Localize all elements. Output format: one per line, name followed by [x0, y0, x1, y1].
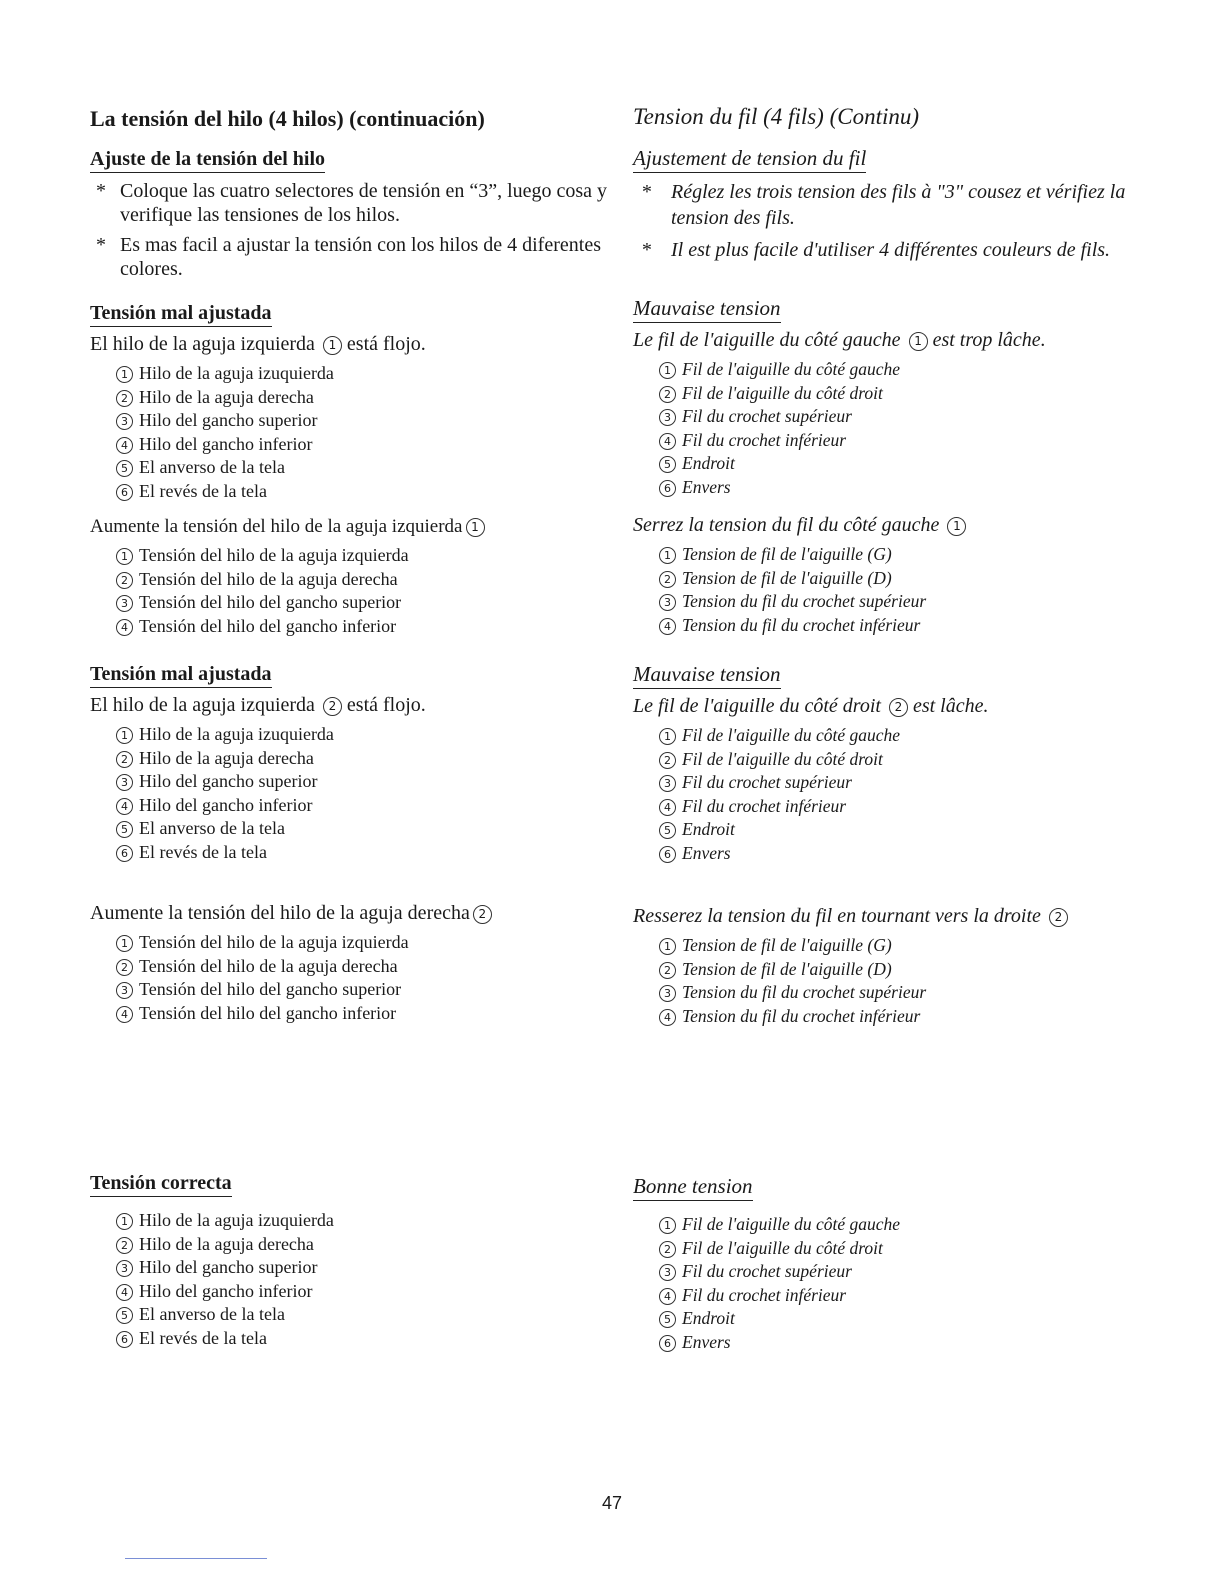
list-item	[659, 1213, 1178, 1237]
list-item-label: Tensión del hilo de la aguja izquierda	[139, 545, 409, 565]
list-item	[659, 429, 1178, 453]
callout-number: 3	[116, 774, 133, 791]
fr-page-title: Tension du fil (4 fils) (Continu)	[633, 104, 920, 129]
es-fix2-lead	[90, 902, 635, 925]
list-item-label: Fil du crochet inférieur	[682, 795, 847, 816]
list-item-label: Fil du crochet supérieur	[682, 406, 852, 426]
callout-number: 2	[659, 1241, 676, 1258]
fr-bad2-section	[633, 662, 1178, 865]
callout-number: 2	[889, 698, 908, 717]
callout-number: 6	[659, 1335, 676, 1352]
callout-number: 6	[116, 845, 133, 862]
callout-number: 6	[659, 480, 676, 497]
es-adjust-heading: Ajuste de la tensión del hilo	[90, 148, 325, 173]
list-item-label: Hilo del gancho superior	[139, 1257, 318, 1277]
callout-number: 4	[116, 1006, 133, 1023]
list-item	[116, 723, 635, 747]
callout-number: 2	[116, 751, 133, 768]
list-item	[116, 770, 635, 794]
list-item-label: Hilo de la aguja izuquierda	[139, 363, 334, 383]
callout-number: 4	[659, 1288, 676, 1305]
callout-number: 1	[116, 727, 133, 744]
list-item	[659, 405, 1178, 429]
list-item-label: El anverso de la tela	[139, 818, 285, 838]
callout-number: 1	[659, 362, 676, 379]
callout-number: 2	[1049, 908, 1068, 927]
fr-bad1-section	[633, 296, 1178, 499]
callout-number: 1	[116, 366, 133, 383]
callout-number: 1	[947, 517, 966, 536]
list-item	[659, 382, 1178, 406]
callout-number: 3	[659, 409, 676, 426]
bullet-mark: *	[96, 180, 106, 202]
list-item	[659, 748, 1178, 772]
callout-number: 1	[116, 1213, 133, 1230]
lead-text: Serrez la tension du fil du côté gauche	[633, 514, 940, 536]
callout-number: 2	[659, 386, 676, 403]
es-fix2-item-list	[90, 931, 635, 1025]
list-item-label: Fil de l'aiguille du côté droit	[682, 748, 883, 769]
es-bad2-lead	[90, 694, 635, 717]
callout-number: 4	[116, 437, 133, 454]
lead-end-text: está flojo.	[346, 694, 426, 716]
list-item	[116, 362, 635, 386]
callout-number: 3	[659, 775, 676, 792]
list-item	[116, 817, 635, 841]
es-bad2-section	[90, 663, 635, 864]
list-item	[116, 1327, 635, 1351]
es-correct-section	[90, 1172, 635, 1350]
callout-number: 4	[659, 799, 676, 816]
es-bad2-item-list	[90, 723, 635, 864]
fr-bullet-text: Il est plus facile d'utiliser 4 différentes couleurs de fils.	[671, 239, 1111, 261]
list-item-label: Fil du crochet inférieur	[682, 1284, 847, 1305]
list-item-label: Tension du fil du crochet inférieur	[682, 614, 921, 635]
list-item-label: El anverso de la tela	[139, 1304, 285, 1324]
callout-number: 5	[659, 1311, 676, 1328]
list-item	[659, 1331, 1178, 1355]
callout-number: 6	[116, 1331, 133, 1348]
list-item	[116, 1280, 635, 1304]
lead-end-text: est trop lâche.	[932, 329, 1046, 351]
list-item-label: Endroit	[682, 1308, 735, 1328]
lead-end-text: est lâche.	[912, 695, 989, 717]
callout-number: 5	[116, 1307, 133, 1324]
list-item	[659, 934, 1178, 958]
callout-number: 3	[659, 594, 676, 611]
fr-bad2-heading: Mauvaise tension	[633, 662, 781, 689]
es-page-title: La tensión del hilo (4 hilos) (continuación)	[90, 106, 485, 131]
es-bullet-text: Es mas facil a ajustar la tensión con los hilos de 4 diferentes colores.	[120, 234, 601, 280]
list-item-label: Fil de l'aiguille du côté gauche	[682, 359, 901, 379]
list-item	[116, 591, 635, 615]
list-item	[116, 409, 635, 433]
list-item-label: Fil de l'aiguille du côté droit	[682, 1237, 883, 1258]
fr-fix2-item-list	[633, 934, 1178, 1028]
callout-number: 3	[116, 1260, 133, 1277]
list-item	[659, 1005, 1178, 1029]
list-item-label: Tensión del hilo de la aguja izquierda	[139, 932, 409, 952]
callout-number: 4	[116, 1284, 133, 1301]
callout-number: 3	[116, 982, 133, 999]
fr-correct-section	[633, 1174, 1178, 1354]
list-item	[659, 724, 1178, 748]
callout-number: 5	[116, 821, 133, 838]
list-item	[116, 747, 635, 771]
list-item-label: El revés de la tela	[139, 841, 267, 862]
page-number: 47	[601, 1493, 623, 1513]
es-fix1-section	[90, 516, 635, 638]
callout-number: 2	[659, 962, 676, 979]
fr-bad1-item-list	[633, 358, 1178, 499]
list-item-label: Tension de fil de l'aiguille (G)	[682, 935, 892, 955]
fr-fix1-lead	[633, 514, 1178, 537]
callout-number: 5	[659, 822, 676, 839]
es-fix1-lead	[90, 516, 635, 538]
lead-text: Resserez la tension du fil en tournant vers la droite	[633, 905, 1041, 927]
callout-number: 1	[323, 336, 342, 355]
callout-number: 2	[659, 571, 676, 588]
lead-text: Le fil de l'aiguille du côté gauche	[633, 329, 901, 351]
fr-bullet-text: Réglez les trois tension des fils à "3" cousez et vérifiez la tension des fils.	[671, 181, 1126, 229]
es-bad1-lead	[90, 333, 635, 356]
fr-fix2-section	[633, 905, 1178, 1028]
callout-number: 5	[116, 460, 133, 477]
callout-number: 1	[116, 935, 133, 952]
list-item-label: Hilo del gancho inferior	[139, 1280, 313, 1301]
lead-text: El hilo de la aguja izquierda	[90, 333, 315, 355]
list-item-label: Fil de l'aiguille du côté gauche	[682, 1214, 901, 1234]
list-item	[659, 476, 1178, 500]
list-item	[659, 358, 1178, 382]
list-item	[116, 386, 635, 410]
fr-fix1-item-list	[633, 543, 1178, 637]
list-item-label: Envers	[682, 476, 731, 497]
list-item-label: Tension du fil du crochet supérieur	[682, 591, 927, 611]
list-item	[659, 1284, 1178, 1308]
callout-number: 3	[659, 1264, 676, 1281]
es-bullet	[90, 233, 635, 281]
list-item	[116, 544, 635, 568]
fr-bad2-item-list	[633, 724, 1178, 865]
callout-number: 2	[116, 572, 133, 589]
list-item	[659, 543, 1178, 567]
es-correct-item-list	[90, 1209, 635, 1350]
list-item	[659, 614, 1178, 638]
list-item	[659, 452, 1178, 476]
fr-correct-item-list	[633, 1213, 1178, 1354]
fr-fix1-section	[633, 514, 1178, 637]
list-item	[116, 433, 635, 457]
list-item	[116, 1002, 635, 1026]
callout-number: 1	[466, 518, 485, 537]
es-title-block	[90, 106, 635, 287]
list-item-label: Hilo del gancho inferior	[139, 794, 313, 815]
list-item	[116, 456, 635, 480]
callout-number: 1	[659, 728, 676, 745]
lead-text: Aumente la tensión del hilo de la aguja derecha	[90, 902, 470, 924]
es-bad2-heading: Tensión mal ajustada	[90, 663, 272, 688]
list-item-label: Tension de fil de l'aiguille (D)	[682, 958, 892, 979]
fr-adjust-heading: Ajustement de tension du fil	[633, 146, 866, 173]
list-item-label: El revés de la tela	[139, 480, 267, 501]
list-item	[116, 978, 635, 1002]
fr-fix2-lead	[633, 905, 1178, 928]
list-item	[659, 1307, 1178, 1331]
callout-number: 3	[116, 413, 133, 430]
list-item-label: Hilo de la aguja izuquierda	[139, 724, 334, 744]
callout-number: 4	[116, 619, 133, 636]
list-item	[116, 1256, 635, 1280]
list-item-label: Tension du fil du crochet inférieur	[682, 1005, 921, 1026]
callout-number: 2	[473, 905, 492, 924]
list-item	[116, 1233, 635, 1257]
lead-end-text: está flojo.	[346, 333, 426, 355]
callout-number: 3	[659, 985, 676, 1002]
es-fix2-section	[90, 902, 635, 1025]
callout-number: 6	[659, 846, 676, 863]
list-item	[116, 568, 635, 592]
list-item	[659, 842, 1178, 866]
es-bad1-heading: Tensión mal ajustada	[90, 302, 272, 327]
callout-number: 2	[659, 752, 676, 769]
list-item-label: Tensión del hilo del gancho inferior	[139, 1002, 397, 1023]
list-item-label: Fil de l'aiguille du côté droit	[682, 382, 883, 403]
callout-number: 2	[116, 390, 133, 407]
list-item	[659, 1260, 1178, 1284]
list-item-label: Tensión del hilo de la aguja derecha	[139, 568, 398, 589]
es-bad1-section	[90, 302, 635, 503]
list-item	[659, 567, 1178, 591]
callout-number: 2	[323, 697, 342, 716]
fr-bad1-heading: Mauvaise tension	[633, 296, 781, 323]
callout-number: 3	[116, 595, 133, 612]
list-item-label: Hilo del gancho superior	[139, 410, 318, 430]
es-correct-heading: Tensión correcta	[90, 1172, 232, 1197]
list-item-label: Fil du crochet inférieur	[682, 429, 847, 450]
list-item-label: Hilo de la aguja derecha	[139, 747, 314, 768]
lead-text: El hilo de la aguja izquierda	[90, 694, 315, 716]
callout-number: 4	[659, 1009, 676, 1026]
bullet-mark: *	[96, 234, 106, 256]
callout-number: 2	[116, 1237, 133, 1254]
es-bullet-text: Coloque las cuatro selectores de tensión en “3”, luego cosa y verifique las tensiones de los hilos.	[120, 180, 608, 226]
list-item	[116, 480, 635, 504]
fr-bullet	[633, 179, 1178, 231]
list-item-label: Hilo de la aguja izuquierda	[139, 1210, 334, 1230]
callout-number: 1	[909, 332, 928, 351]
list-item-label: El revés de la tela	[139, 1327, 267, 1348]
list-item	[116, 1209, 635, 1233]
list-item	[116, 794, 635, 818]
callout-number: 4	[659, 433, 676, 450]
callout-number: 4	[116, 798, 133, 815]
list-item-label: Tensión del hilo del gancho superior	[139, 979, 402, 999]
list-item	[659, 1237, 1178, 1261]
footer-divider	[125, 1558, 267, 1559]
fr-correct-heading: Bonne tension	[633, 1174, 753, 1201]
list-item	[116, 931, 635, 955]
list-item-label: Tensión del hilo del gancho superior	[139, 592, 402, 612]
list-item-label: Fil du crochet supérieur	[682, 772, 852, 792]
callout-number: 1	[659, 547, 676, 564]
list-item-label: Tension de fil de l'aiguille (G)	[682, 544, 892, 564]
fr-title-block	[633, 104, 1178, 269]
callout-number: 4	[659, 618, 676, 635]
bullet-mark: *	[641, 239, 651, 261]
list-item-label: Envers	[682, 1331, 731, 1352]
list-item-label: Endroit	[682, 453, 735, 473]
list-item-label: Hilo de la aguja derecha	[139, 1233, 314, 1254]
list-item	[116, 841, 635, 865]
callout-number: 1	[659, 938, 676, 955]
list-item-label: Hilo del gancho superior	[139, 771, 318, 791]
es-bullet	[90, 179, 635, 227]
list-item	[116, 1303, 635, 1327]
fr-bad1-lead	[633, 329, 1178, 352]
callout-number: 5	[659, 456, 676, 473]
list-item-label: Endroit	[682, 819, 735, 839]
callout-number: 1	[116, 548, 133, 565]
list-item	[659, 818, 1178, 842]
callout-number: 2	[116, 959, 133, 976]
es-bad1-item-list	[90, 362, 635, 503]
fr-bullet	[633, 237, 1178, 263]
bullet-mark: *	[641, 181, 651, 203]
list-item-label: Tension de fil de l'aiguille (D)	[682, 567, 892, 588]
list-item-label: Fil du crochet supérieur	[682, 1261, 852, 1281]
list-item	[116, 955, 635, 979]
list-item	[659, 590, 1178, 614]
list-item-label: Hilo del gancho inferior	[139, 433, 313, 454]
list-item	[659, 981, 1178, 1005]
list-item-label: Envers	[682, 842, 731, 863]
lead-text: Aumente la tensión del hilo de la aguja izquierda	[90, 516, 463, 537]
list-item-label: El anverso de la tela	[139, 457, 285, 477]
list-item	[659, 771, 1178, 795]
es-fix1-item-list	[90, 544, 635, 638]
callout-number: 1	[659, 1217, 676, 1234]
list-item-label: Tension du fil du crochet supérieur	[682, 982, 927, 1002]
list-item-label: Tensión del hilo del gancho inferior	[139, 615, 397, 636]
lead-text: Le fil de l'aiguille du côté droit	[633, 695, 881, 717]
list-item-label: Fil de l'aiguille du côté gauche	[682, 725, 901, 745]
list-item-label: Hilo de la aguja derecha	[139, 386, 314, 407]
list-item	[116, 615, 635, 639]
list-item	[659, 958, 1178, 982]
list-item	[659, 795, 1178, 819]
callout-number: 6	[116, 484, 133, 501]
list-item-label: Tensión del hilo de la aguja derecha	[139, 955, 398, 976]
fr-bad2-lead	[633, 695, 1178, 718]
